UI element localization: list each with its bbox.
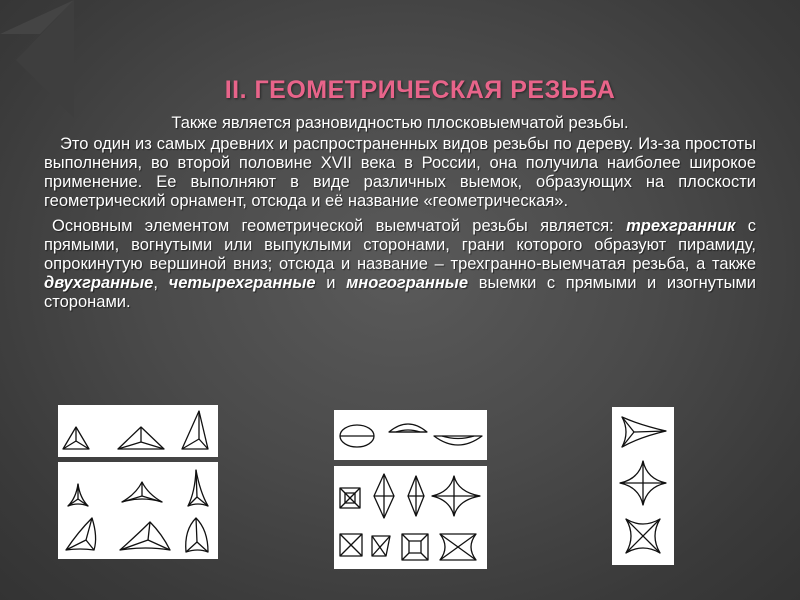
term-polyhedral: многогранные <box>346 274 469 292</box>
text-segment: , <box>153 274 169 292</box>
paragraph-history: Это один из самых древних и распространенных видов резьбы по дереву. Из-за простоты выполнения, во второй половине XVII века в России, она получила наиболее широкое применение. Ее выполняют в виде различных выемок, образующих на плоскости геометрический орнамент, отсюда и её название «геометрическая». <box>44 135 756 210</box>
term-dihedral: двухгранные <box>44 274 154 292</box>
slide-body <box>44 114 756 312</box>
figure-tetrahedral-notches <box>334 466 487 569</box>
figure-triangles-curved <box>58 462 218 559</box>
tetrahedral-notches-illustration <box>334 466 487 569</box>
figure-dihedral-notches <box>334 410 487 460</box>
figure-triangles-straight <box>58 405 218 457</box>
term-tetrahedral: четырехгранные <box>168 274 316 292</box>
triangles-curved-illustration <box>58 462 218 559</box>
dihedral-notches-illustration <box>334 410 487 460</box>
paragraph-elements <box>44 217 756 312</box>
slide-subtitle: Также является разновидностью плосковыемчатой резьбы. <box>171 114 629 132</box>
text-segment: с прямыми, вогнутыми или выпуклыми сторонами, грани которого образуют пирамиду, опрокинутую вершиной вниз; отсюда и название – трехгранно-выемчатая резьба, а также <box>44 217 756 273</box>
rosettes-illustration <box>612 407 674 565</box>
text-segment: и <box>315 274 347 292</box>
text-segment: выемки с прямыми и изогнутыми сторонами. <box>44 274 757 311</box>
text-segment: Основным элементом геометрической выемчатой резьбы является: <box>52 217 627 235</box>
term-trihedral: трехгранник <box>626 217 736 235</box>
slide-title: II. ГЕОМЕТРИЧЕСКАЯ РЕЗЬБА <box>224 76 616 104</box>
figure-rosettes <box>612 407 674 565</box>
triangles-straight-illustration <box>58 405 218 457</box>
